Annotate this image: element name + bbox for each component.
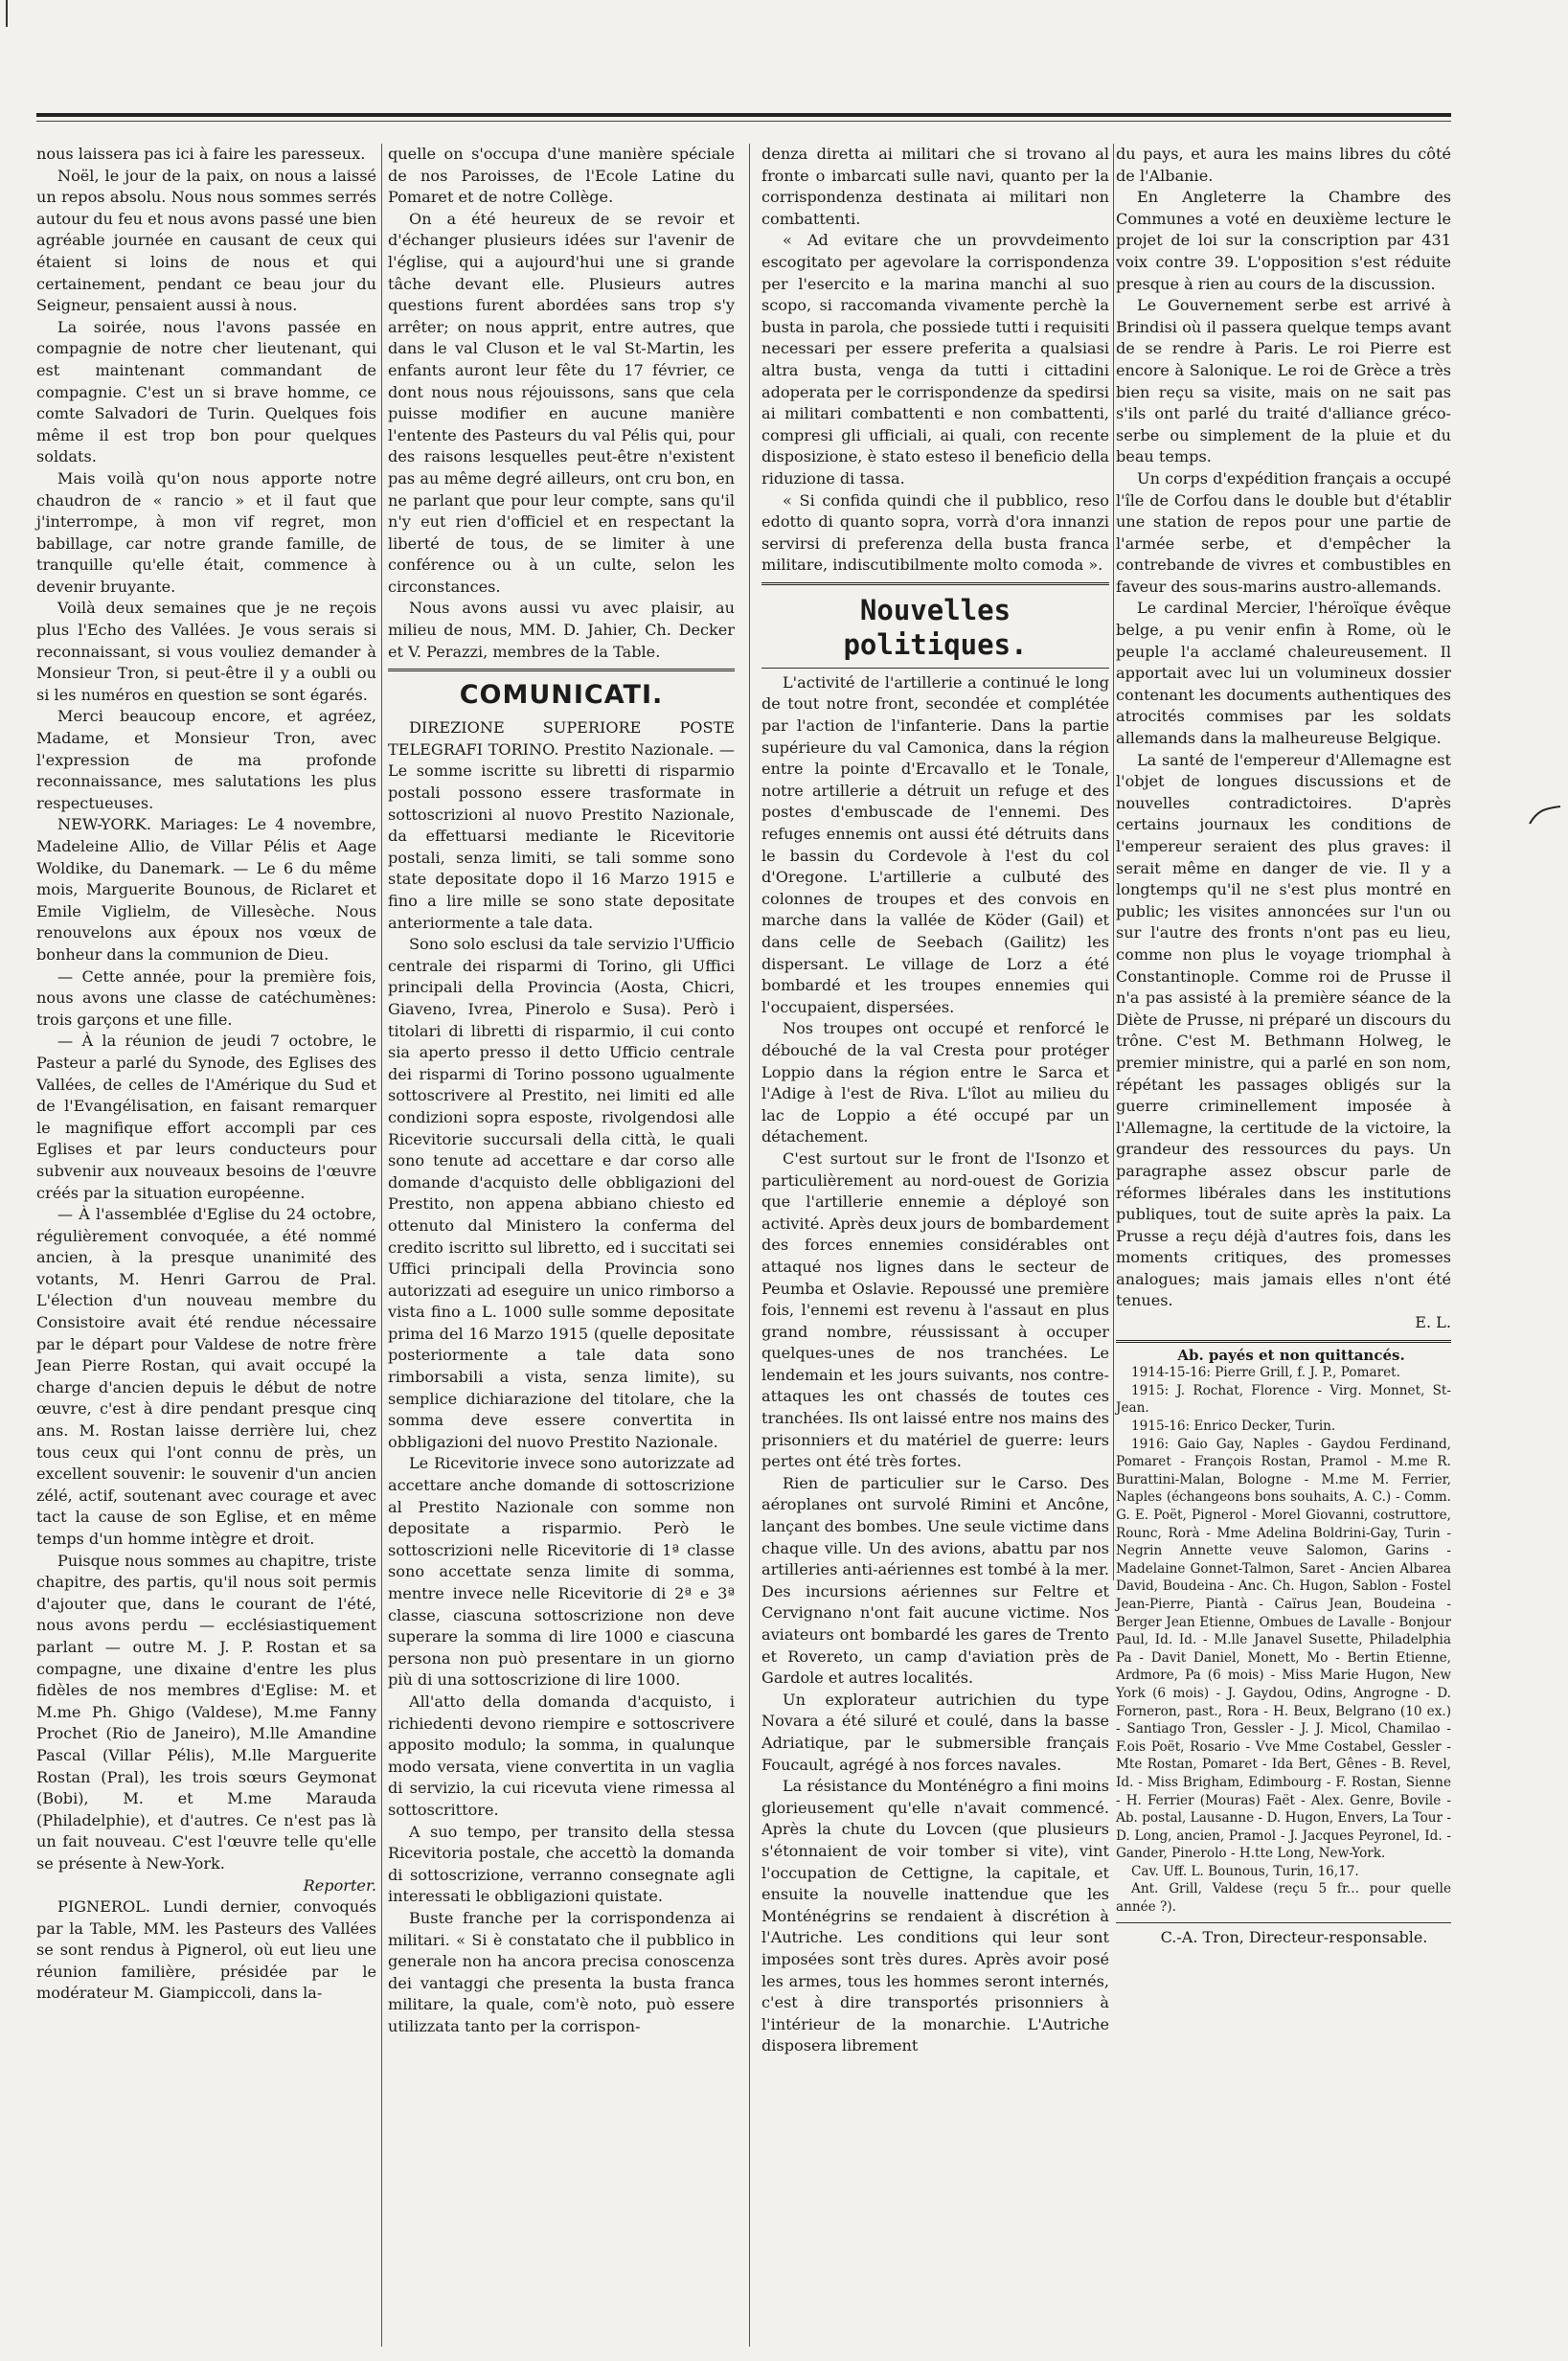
article-paragraph: « Si confida quindi che il pubblico, reso edotto di quanto sopra, vorrà d'ora innanzi servirsi di preferenza della busta franca militare, indiscutibilmente molto comoda ». [761, 490, 1109, 575]
subscriber-entry: Ant. Grill, Valdese (reçu 5 fr... pour quelle année ?). [1116, 1881, 1451, 1916]
section-rule [761, 668, 1109, 669]
subscribers-title: Ab. payés et non quittancés. [1177, 1346, 1405, 1364]
column-divider [381, 144, 382, 2347]
article-paragraph: La résistance du Monténégro a fini moins glorieusement qu'elle n'avait commencé. Après la chute du Lovcen (que plusieurs s'étonnaient de voir tomber si vite), vint l'occupation de Cettigne, la capitale, et ensuite la nouvelle inattendue que les Monténégrins se rendaient à discrétion à l'Autriche. Les conditions qui leur sont imposées sont très dures. Après avoir posé les armes, tous les hommes seront internés, c'est à dire transportés prisonniers à l'intérieur de la monarchie. L'Autriche disposera librement [761, 1777, 1109, 2055]
column-3 [761, 144, 1109, 2057]
article-paragraph: quelle on s'occupa d'une manière spéciale de nos Paroisses, de l'Ecole Latine du Pomaret et de notre Collège. [388, 145, 735, 207]
article-paragraph: nous laissera pas ici à faire les paresseux. [36, 145, 366, 163]
article-paragraph: Merci beaucoup encore, et agréez, Madame, et Monsieur Tron, avec l'expression de ma profonde reconnaissance, mes salutations les plus respectueuses. [36, 707, 376, 812]
section-rule [761, 582, 1109, 585]
article-paragraph: Sono solo esclusi da tale servizio l'Ufficio centrale dei risparmi di Torino, gli Uffici principali della Provincia (Aosta, Chicri, Giaveno, Ivrea, Pinerolo e Susa). Però i titolari di libretti di risparmio, il cui conto sia aperto presso il detto Ufficio centrale dei risparmi di Torino possono ugualmente sottoscrivere al Prestito, nei limiti ed alle condizioni sopra esposte, rivolgendosi alle Ricevitorie succursali della città, le quali sono tenute ad accettare e dar corso alle domande d'acquisto delle obbligazioni del Prestito, non appena abbiano chiesto ed ottenuto dal Ministero la conferma del credito iscritto sul libretto, ed i succitati sei Uffici principali della Provincia sono autorizzati ad eseguire un unico rimborso a vista fino a L. 1000 sulle somme depositate prima del 16 Marzo 1915 (quelle depositate posteriormente a tale data sono rimborsabili a vista, senza limite), su semplice dichiarazione del titolare, che la somma deve essere convertita in obbligazioni del nuovo Prestito Nazionale. [388, 935, 735, 1451]
article-paragraph: Un explorateur autrichien du type Novara a été siluré et coulé, dans la basse Adriatique, par le submersible français Foucault, agrégé à nos forces navales. [761, 1690, 1109, 1774]
article-paragraph: du pays, et aura les mains libres du côté de l'Albanie. [1116, 145, 1451, 185]
article-paragraph: NEW-YORK. Mariages: Le 4 novembre, Madeleine Allio, de Villar Pélis et Aage Woldike, du Danemark. — Le 6 du même mois, Marguerite Bounous, de Riclaret et Emile Viglielm, de Villesèche. Nous renouvelons aux époux nos vœux de bonheur dans la communion de Dieu. [36, 815, 376, 964]
article-paragraph: Le Ricevitorie invece sono autorizzate ad accettare anche domande di sottoscrizione al Prestito Nazionale con somme non depositate a risparmio. Però le sottoscrizioni nelle Ricevitorie di 1ª classe sono accettate senza limite di somma, mentre invece nelle Ricevitorie di 2ª e 3ª classe, ciascuna sottoscrizione non deve superare la somma di lire 1000 e ciascuna persona non può presentare in un giorno più di una sottoscrizione di lire 1000. [388, 1454, 735, 1690]
article-paragraph: C'est surtout sur le front de l'Isonzo et particulièrement au nord-ouest de Gorizia que l'artillerie ennemie a déployé son activité. Après deux jours de bombardement des forces ennemies considérables ont attaqué nos lignes dans le secteur de Peumba et Oslavie. Repoussé une première fois, l'ennemi est revenu à l'assaut en plus grand nombre, réussissant à occuper quelques-unes de nos tranchées. Le lendemain et les jours suivants, nos contre-attaques les ont chassés de toutes ces tranchées. Ils ont laissé entre nos mains des prisonniers et du matériel de guerre: leurs pertes ont été très fortes. [761, 1148, 1109, 1471]
article-paragraph: On a été heureux de se revoir et d'échanger plusieurs idées sur l'avenir de l'église, qui a aujourd'hui une si grande tâche devant elle. Plusieurs autres questions furent abordées sans trop s'y arrêter; on nous apprit, entre autres, que dans le val Cluson et le val St-Martin, les enfants auront leur fête du 17 février, ce dont nous nous réjouissons, sans que cela puisse modifier en aucune manière l'entente des Pasteurs du val Pélis qui, pour des raisons lesquelles peut-être n'existent pas au même degré ailleurs, ont cru bon, en ne parlant que pour leur compte, sans qu'il n'y eut rien d'officiel et en respectant la liberté de tous, de se limiter à une conférence ou à un culte, selon les circonstances. [388, 209, 735, 596]
column-divider [1113, 144, 1114, 1580]
section-rule [388, 669, 735, 671]
section-rule [1116, 1922, 1451, 1923]
article-paragraph: Nos troupes ont occupé et renforcé le débouché de la val Cresta pour protéger Loppio dans la région entre le Sarca et l'Adige à l'est de Riva. L'îlot au milieu du lac de Loppio a été occupé par un détachement. [761, 1019, 1109, 1146]
article-paragraph: DIREZIONE SUPERIORE POSTE TELEGRAFI TORINO. Prestito Nazionale. — Le somme iscritte su libretti di risparmio postali possono essere trasformate in sottoscrizioni al nuovo Prestito Nazionale, da effettuarsi mediante le Ricevitorie postali, senza limiti, se tali somme sono state depositate dopo il 16 Marzo 1915 e fino a lire mille se sono state depositate anteriormente a tale data. [388, 718, 735, 932]
article-paragraph: Le Gouvernement serbe est arrivé à Brindisi où il passera quelque temps avant de se rendre à Paris. Le roi Pierre est encore à Salonique. Le roi de Grèce a très bien reçu sa visite, mais on ne sait pas s'ils ont parlé du traité d'alliance gréco-serbe ou simplement de la pluie et du beau temps. [1116, 296, 1451, 466]
article-paragraph: Voilà deux semaines que je ne reçois plus l'Echo des Vallées. Je vous serais si reconnaissant, si vous vouliez demander à Monsieur Tron, si peut-être il y a oubli ou si les numéros en question se sont égarés. [36, 599, 376, 704]
article-paragraph: — À la réunion de jeudi 7 octobre, le Pasteur a parlé du Synode, des Eglises des Vallées, de celles de l'Amérique du Sud et de l'Evangélisation, en faisant remarquer le magnifique effort accompli par ces Eglises et par leurs conducteurs pour subvenir aux nouveaux besoins de l'œuvre créés par la situation européenne. [36, 1032, 376, 1202]
signature: Reporter. [303, 1875, 376, 1895]
subscriber-entry: 1914-15-16: Pierre Grill, f. J. P., Pomaret. [1131, 1365, 1400, 1381]
article-paragraph: L'activité de l'artillerie a continué le long de tout notre front, secondée et complétée par l'action de l'infanterie. Dans la partie supérieure du val Camonica, dans la région entre la pointe d'Ercavallo et le Tonale, notre artillerie a détruit un refuge et des postes d'embuscade de l'ennemi. Des refuges ennemis ont aussi été détruits dans le bassin du Cordevole à l'est du col d'Oregone. L'artillerie a culbuté des colonnes de troupes et des convois en marche dans la vallée de Köder (Gail) et dans celle de Seebach (Gailitz) les dispersant. Le village de Lorz a été bombardé et les troupes ennemies qui l'occupaient, dispersées. [761, 672, 1109, 1016]
column-4 [1116, 144, 1451, 1948]
article-paragraph: La santé de l'empereur d'Allemagne est l'objet de longues discussions et de nouvelles contradictoires. D'après certains journaux les conditions de l'empereur seraient des plus graves: il serait même en danger de vie. Il y a longtemps qu'il ne s'est plus montré en public; les visites annoncées sur l'un ou sur l'autre des fronts n'ont pas eu lieu, comme non plus le voyage triomphal à Constantinople. Comme roi de Prusse il n'a pas assisté à la première séance de la Diète de Prusse, ni préparé un discours du trône. C'est M. Bethmann Holweg, le premier ministre, qui a parlé en son nom, répétant les passages obligés sur la guerre criminellement imposée à l'Allemagne, la certitude de la victoire, la grandeur des ressources du pays. Un paragraphe assez obscur parle de réformes libérales dans les institutions publiques, tout de suite après la paix. La Prusse a reçu déjà d'autres fois, dans les moments critiques, des promesses analogues; mais jamais elles n'ont été tenues. [1116, 750, 1451, 1310]
article-paragraph: Nous avons aussi vu avec plaisir, au milieu de nous, MM. D. Jahier, Ch. Decker et V. Perazzi, membres de la Table. [388, 599, 735, 661]
signature: E. L. [1415, 1313, 1451, 1332]
article-paragraph: Puisque nous sommes au chapitre, triste chapitre, des partis, qu'il nous soit permis d'ajouter que, dans le courant de l'été, nous avons perdu — ecclésiastiquement parlant — outre M. J. P. Rostan et sa compagne, une dixaine d'entre les plus fidèles de nos membres d'Eglise: M. et M.me Ph. Ghigo (Valdese), M.me Fanny Prochet (Rio de Janeiro), M.lle Amandine Pascal (Villar Pélis), M.lle Marguerite Rostan (Pral), les trois sœurs Geymonat (Bobi), M. et M.me Marauda (Philadelphie), et d'autres. Ce n'est pas là un fait nouveau. C'est l'œuvre telle qu'elle se présente à New-York. [36, 1551, 376, 1873]
column-2 [388, 144, 735, 2037]
ink-mark-icon [1528, 805, 1562, 831]
subscribers-list [1116, 1347, 1451, 1917]
article-paragraph: « Ad evitare che un provvdeimento escogitato per agevolare la corrispondenza per l'esercito e la marina manchi al suo scopo, si raccomanda vivamente perchè la busta in parola, che possiede tutti i requisiti necessari per essere preferita a qualsiasi altra busta, venga da tutti i cittadini adoperata per le corrispondenze da spedirsi ai militari combattenti e non combattenti, compresi gli ufficiali, ai quali, con recente disposizione, è stato esteso il beneficio della riduzione di tassa. [761, 231, 1109, 488]
article-paragraph: PIGNEROL. Lundi dernier, convoqués par la Table, MM. les Pasteurs des Vallées se sont rendus à Pignerol, où eut lieu une réunion familière, présidée par le modérateur M. Giampiccoli, dans la- [36, 1897, 376, 2003]
subscriber-entry: Cav. Uff. L. Bounous, Turin, 16,17. [1131, 1863, 1359, 1879]
article-paragraph: A suo tempo, per transito della stessa Ricevitoria postale, che accettò la domanda di sottoscrizione, verranno consegnate agli interessati le obbligazioni quistate. [388, 1822, 735, 1906]
editor-footer: C.-A. Tron, Directeur-responsable. [1160, 1927, 1428, 1946]
article-paragraph: Rien de particulier sur le Carso. Des aéroplanes ont survolé Rimini et Ancône, lançant des bombes. Une seule victime dans chaque ville. Un des avions, abattu par nos artilleries anti-aériennes est tombé à la mer. Des incursions aériennes sur Feltre et Cervignano n'ont fait aucune victime. Nos aviateurs ont bombardé les gares de Trento et Rovereto, un camp d'aviation près de Gardole et autres localités. [761, 1473, 1109, 1688]
column-1 [36, 144, 376, 2005]
article-paragraph: Mais voilà qu'on nous apporte notre chaudron de « rancio » et il faut que j'interrompe, à mon vif regret, mon babillage, car notre grande famille, de tranquille qu'elle était, commence à devenir bruyante. [36, 468, 376, 596]
article-paragraph: denza diretta ai militari che si trovano al fronte o imbarcati sulle navi, quanto per la corrispondenza destinata ai militari non combattenti. [761, 145, 1109, 228]
section-title-politiques: Nouvelles politiques. [843, 593, 1028, 661]
article-paragraph: La soirée, nous l'avons passée en compagnie de notre cher lieutenant, qui est maintenant commandant de compagnie. C'est un si brave homme, ce comte Salvadori de Turin. Quelques fois même il est trop bon pour quelques soldats. [36, 317, 376, 466]
header-rule-thin [36, 121, 1451, 122]
subscriber-entry: 1916: Gaio Gay, Naples - Gaydou Ferdinand, Pomaret - François Rostan, Pramol - M.me R. Burattini-Malan, Bologne - M.me M. Ferrier, Naples (échangeons bons souhaits, A. C.) - Comm. G. E. Poët, Pignerol - Morel Giovanni, costruttore, Rounc, Rorà - Mme Adelina Boldrini-Gay, Turin - Negrin Annette veuve Salomon, Garins - Madelaine Gonnet-Talmon, Saret - Ancien Albarea David, Boudeina - Anc. Ch. Hugon, Sablon - Fostel Jean-Pierre, Piantà - Caïrus Jean, Boudeina - Berger Jean Etienne, Ombues de Lavalle - Bonjour Paul, Id. Id. - M.lle Janavel Susette, Philadelphia Pa - Davit Daniel, Monett, Mo - Bertin Etienne, Ardmore, Pa (6 mois) - Miss Marie Hugon, New York (6 mois) - J. Gaydou, Odins, Angrogne - D. Forneron, past., Rora - H. Beux, Belgrano (10 ex.) - Santiago Tron, Gessler - J. J. Micol, Chamilao - F.ois Poët, Rosario - Vve Mme Costabel, Gessler - Mte Rostan, Pomaret - Ida Bert, Gênes - B. Revel, Id. - Miss Brigham, Edimbourg - F. Rostan, Sienne - H. Ferrier (Mouras) Faët - Alex. Genre, Bovile - Ab. postal, Lausanne - D. Hugon, Envers, La Tour - D. Long, ancien, Pramol - J. Jacques Peyronel, Id. - Gander, Pinerolo - H.tte Long, New-York. [1116, 1436, 1451, 1862]
article-paragraph: En Angleterre la Chambre des Communes a voté en deuxième lecture le projet de loi sur la conscription par 431 voix contre 39. L'opposition s'est réduite presque à rien au cours de la discussion. [1116, 188, 1451, 293]
subscriber-entry: 1915-16: Enrico Decker, Turin. [1131, 1419, 1336, 1435]
section-title-comunicati: COMUNICATI. [459, 680, 664, 711]
article-paragraph: Un corps d'expédition français a occupé l'île de Corfou dans le double but d'établir une station de repos pour une partie de l'armée serbe, et d'empêcher la contrebande de vivres et combustibles en faveur des sous-marins austro-allemands. [1116, 468, 1451, 596]
section-rule [1116, 1340, 1451, 1343]
article-paragraph: Noël, le jour de la paix, on nous a laissé un repos absolu. Nous nous sommes serrés autour du feu et nous avons passé une bien agréable journée en causant de ceux qui étaient si loins de nous et qui certainement, pendant ce beau jour du Seigneur, pensaient aussi à nous. [36, 166, 376, 315]
header-rule [36, 113, 1451, 117]
subscriber-entry: 1915: J. Rochat, Florence - Virg. Monnet, St-Jean. [1116, 1382, 1451, 1417]
article-paragraph: Le cardinal Mercier, l'héroïque évêque belge, a pu venir enfin à Rome, où le peuple l'a acclamé chaleureusement. Il apportait avec lui un volumineux dossier contenant les documents authentiques des atrocités commises par les soldats allemands dans la malheureuse Belgique. [1116, 599, 1451, 748]
page-corner-mark [4, 0, 11, 33]
article-paragraph: Buste franche per la corrispondenza ai militari. « Si è constatato che il pubblico in generale non ha ancora precisa conoscenza dei vantaggi che presenta la busta franca militare, la quale, com'è noto, può essere utilizzata tanto per la corrispon- [388, 1908, 735, 2035]
column-divider [749, 144, 750, 2347]
article-paragraph: — Cette année, pour la première fois, nous avons une classe de catéchumènes: trois garçons et une fille. [36, 966, 376, 1029]
article-paragraph: — À l'assemblée d'Eglise du 24 octobre, régulièrement convoquée, a été nommé ancien, à la presque unanimité des votants, M. Henri Garrou de Pral. L'élection d'un nouveau membre du Consistoire avait été rendue nécessaire par le départ pour Valdese de notre frère Jean Pierre Rostan, qui avait occupé la charge d'ancien depuis le début de notre œuvre, c'est à dire pendant presque cinq ans. M. Rostan laisse derrière lui, chez tous ceux qui l'ont connu de près, un excellent souvenir: le souvenir d'un ancien zélé, actif, soutenant avec courage et avec tact la cause de son Eglise, et en même temps d'un homme intègre et droit. [36, 1205, 376, 1548]
article-paragraph: All'atto della domanda d'acquisto, i richiedenti devono riempire e sottoscrivere apposito modulo; la somma, in qualunque modo versata, viene convertita in un vaglia di servizio, la cui ricevuta viene rimessa al sottoscrittore. [388, 1691, 735, 1819]
